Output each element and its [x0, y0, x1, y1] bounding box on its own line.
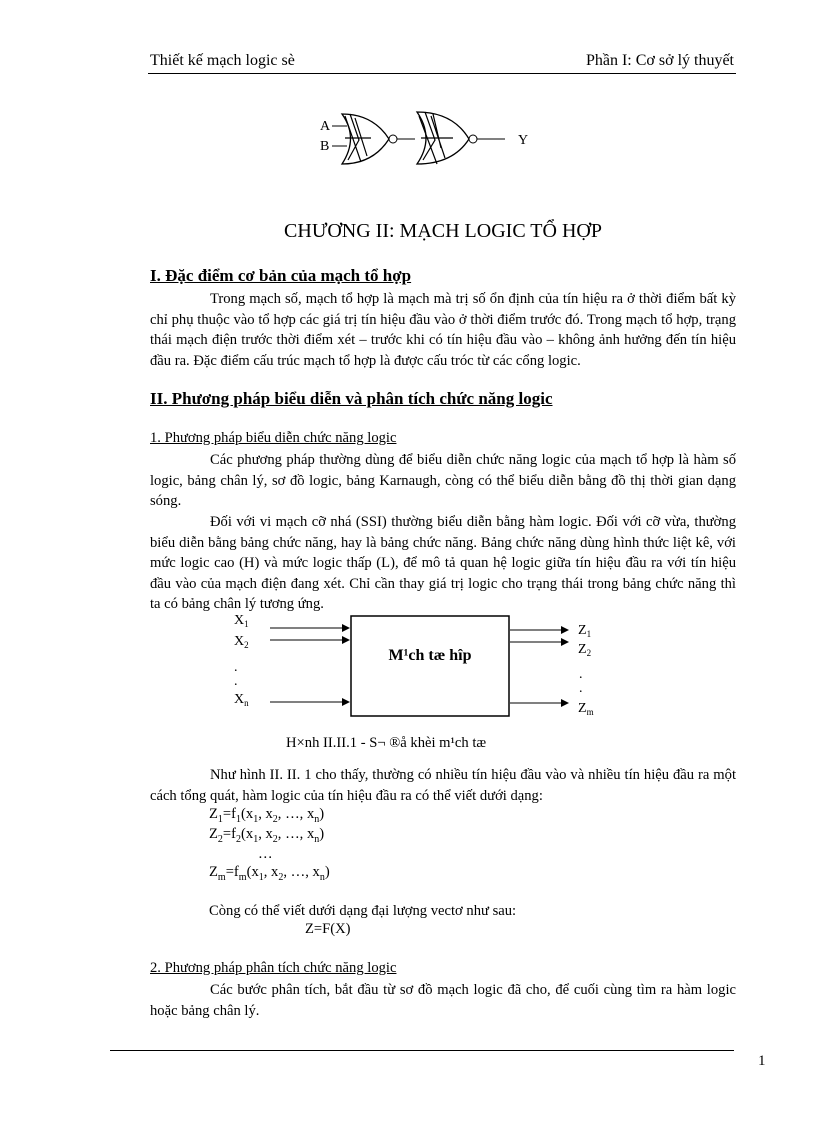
nand-gate-figure — [315, 108, 535, 170]
gate2-hatch — [419, 112, 453, 164]
section2-title: II. Phương pháp biểu diễn và phân tích chức năng logic — [150, 389, 553, 408]
equation-z1: $Z_1=f_1(x_1$, $x_2$, …, $x_n$) — [209, 806, 325, 825]
gate1-body — [342, 114, 389, 164]
output-z2-label: $Z_2$ — [578, 642, 592, 658]
header-rule — [148, 73, 736, 74]
block-label: M¹ch tæ hîp — [388, 647, 472, 664]
output-dots-2: . — [579, 681, 583, 696]
section1-title: I. Đặc điểm cơ bản của mạch tổ hợp — [150, 266, 412, 285]
gate-output-y: Y — [518, 133, 529, 148]
gate1-bubble — [389, 135, 397, 143]
section1-paragraph: Trong mạch số, mạch tổ hợp là mạch mà trị số ổn định của tín hiệu ra ở thời điểm bất kỳ chỉ phụ thuộc vào tổ hợp các giá trị tín hiệu đầu vào ở thời điểm trước đó. Trong mạch tổ hợp, trạng thái mạch điện trước thời điểm xét – trước khi có tín hiệu đầu vào – không ảnh hưởng đến tín hiệu đầu ra. Đặc điểm cấu trúc mạch tổ hợp là được cấu tróc từ các cổng logic. — [150, 291, 736, 369]
subsection1-title: 1. Phương pháp biểu diễn chức năng logic — [150, 430, 397, 446]
block-diagram — [225, 608, 615, 726]
chapter-title: CHƯƠNG II: MẠCH LOGIC TỔ HỢP — [284, 220, 602, 242]
input-xn-label: $X_n$ — [234, 692, 249, 708]
output-z1-label: $Z_1$ — [578, 623, 592, 639]
output-dots: . — [579, 667, 583, 682]
subsection1-paragraph2: Đối với vi mạch cỡ nhá (SSI) thường biểu diễn bằng hàm logic. Đối với cỡ vừa, thường biểu diễn bằng bảng chức năng, hay là bảng chức năng. Bảng chức năng dùng hình thức liệt kê, với mức logic cao (H) và mức logic thấp (L), để mô tả quan hệ logic giữa tín hiệu đầu ra với tín hiệu đầu vào của mạch điện đang xét. Chỉ cần thay giá trị logic cho trạng thái trong bảng chức năng thì ta có bảng chân lý tương ứng. — [150, 514, 736, 612]
header-left: Thiết kế mạch logic sè — [150, 52, 295, 69]
subsection2-title: 2. Phương pháp phân tích chức năng logic — [150, 960, 397, 976]
input-dots-2: . — [234, 674, 238, 689]
gate-input-a: A — [320, 119, 331, 134]
subsection2-paragraph: Các bước phân tích, bắt đầu từ sơ đồ mạch logic đã cho, để cuối cùng tìm ra hàm logic hoặc bảng chân lý. — [150, 982, 736, 1019]
section2-paragraph4: Còng có thể viết dưới dạng đại lượng vectơ như sau: — [209, 903, 517, 919]
input-dots: . — [234, 660, 238, 675]
footer-rule — [110, 1050, 734, 1051]
equation-z2: $Z_2=f_2(x_1$, $x_2$, …, $x_n$) — [209, 826, 325, 845]
page-number: 1 — [758, 1053, 766, 1069]
gate-input-b: B — [320, 139, 330, 154]
input-x1-label: $X_1$ — [234, 613, 249, 629]
header-right: Phần I: Cơ sở lý thuyết — [585, 52, 734, 69]
equation-dots: … — [258, 846, 273, 862]
vector-equation: Z=F(X) — [305, 921, 351, 937]
gate1-hatch — [345, 114, 371, 162]
equation-zm: $Z_m=f_m(x_1$, $x_2$, …, $x_n$) — [209, 864, 330, 883]
subsection1-paragraph1: Các phương pháp thường dùng để biểu diễn chức năng logic của mạch tổ hợp là hàm số logic, bảng chân lý, sơ đồ logic, bảng Karnaugh, còng có thể biểu diễn bằng đồ thị thời gian dạng sóng. — [150, 452, 736, 509]
gate2-bubble — [469, 135, 477, 143]
combinational-block — [351, 616, 509, 716]
input-x2-label: $X_2$ — [234, 634, 249, 650]
section2-paragraph3: Như hình II. II. 1 cho thấy, thường có nhiều tín hiệu đầu vào và nhiều tín hiệu đầu ra một cách tổng quát, hàm logic của tín hiệu đầu ra có thể viết dưới dạng: — [150, 767, 736, 804]
output-zm-label: $Z_m$ — [578, 701, 594, 717]
figure-caption: H×nh II.II.1 - S¬ ®å khèi m¹ch tæ — [286, 735, 487, 751]
